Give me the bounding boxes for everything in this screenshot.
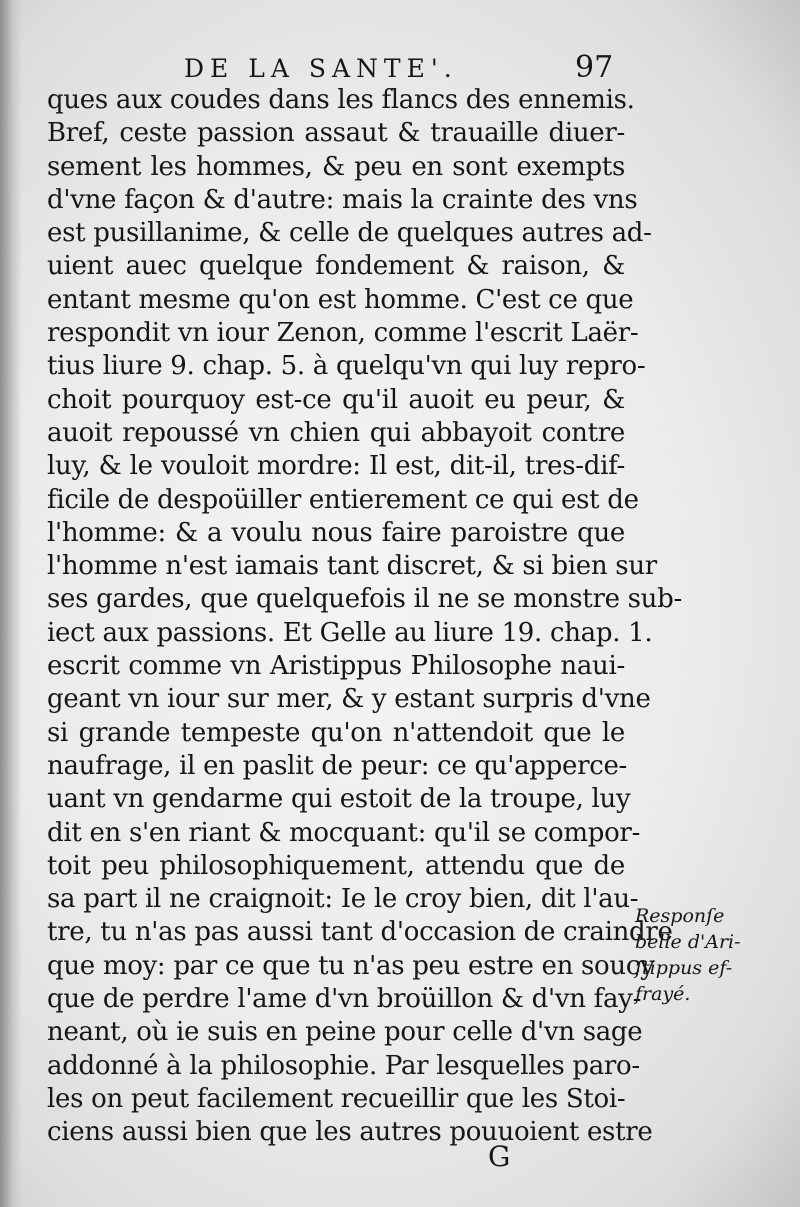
- text-line: sement les hommes, & peu en sont exempts: [47, 151, 625, 182]
- page-number: 97: [575, 50, 614, 85]
- text-line: l'homme: & a voulu nous faire paroistre que: [47, 517, 625, 548]
- text-line: respondit vn iour Zenon, comme l'escrit Laër-: [47, 318, 639, 349]
- text-line: l'homme n'est iamais tant discret, & si bien sur: [47, 551, 657, 582]
- text-line: neant, où ie suis en peine pour celle d'vn sage: [47, 1017, 643, 1048]
- text-line: Bref, ceste passion assaut & trauaille diuer-: [47, 118, 625, 149]
- marginal-note-line: Responſe: [635, 905, 725, 927]
- text-line: si grande tempeste qu'on n'attendoit que le: [47, 717, 625, 748]
- marginal-note-line: frayé.: [635, 983, 691, 1005]
- text-line: sa part il ne craignoit: Ie le croy bien, dit l'au-: [47, 884, 639, 915]
- signature-mark: G: [488, 1140, 511, 1173]
- text-line: tre, tu n'as pas aussi tant d'occasion de craindre: [47, 917, 673, 948]
- text-line: que moy: par ce que tu n'as peu estre en soucy: [47, 950, 655, 981]
- text-line: les on peut facilement recueillir que les Stoi-: [47, 1083, 626, 1114]
- text-line: choit pourquoy est-ce qu'il auoit eu peur, &: [47, 384, 625, 415]
- text-line: est pusillanime, & celle de quelques autres ad-: [47, 218, 652, 249]
- marginal-note: [635, 903, 795, 1007]
- text-line: ciens aussi bien que les autres pouuoient estre: [47, 1117, 653, 1148]
- running-head: DE LA SANTE'.: [184, 54, 458, 83]
- text-line: ques aux coudes dans les flancs des ennemis.: [47, 85, 635, 115]
- text-line: toit peu philosophiquement, attendu que de: [47, 850, 625, 881]
- marginal-note-line: ſtippus ef-: [635, 957, 733, 979]
- text-line: naufrage, il en paslit de peur: ce qu'apperce-: [47, 750, 628, 781]
- text-line: dit en s'en riant & mocquant: qu'il se compor-: [47, 817, 641, 848]
- text-line: que de perdre l'ame d'vn broüillon & d'vn fay-: [47, 984, 642, 1015]
- text-line: ses gardes, que quelquefois il ne se monstre sub-: [47, 584, 682, 615]
- text-line: iect aux passions. Et Gelle au liure 19. chap. 1.: [47, 617, 653, 648]
- text-line: addonné à la philosophie. Par lesquelles paro-: [47, 1050, 640, 1081]
- text-line: tius liure 9. chap. 5. à quelqu'vn qui luy repro-: [47, 351, 646, 382]
- text-line: geant vn iour sur mer, & y estant surpris d'vne: [47, 684, 651, 715]
- text-line: uant vn gendarme qui estoit de la troupe, luy: [47, 784, 631, 815]
- text-line: escrit comme vn Aristippus Philosophe naui-: [47, 651, 625, 682]
- text-line: entant mesme qu'on est homme. C'est ce que: [47, 284, 634, 315]
- text-line: auoit repoussé vn chien qui abbayoit contre: [47, 417, 625, 448]
- text-line: ficile de despoüiller entierement ce qui est de: [47, 484, 639, 515]
- text-line: d'vne façon & d'autre: mais la crainte des vns: [47, 184, 638, 215]
- text-line: luy, & le vouloit mordre: Il est, dit-il, tres-dif-: [47, 451, 625, 482]
- text-line: uient auec quelque fondement & raison, &: [47, 251, 625, 282]
- marginal-note-line: belle d'Ari-: [635, 931, 741, 953]
- page-gutter-shadow: [0, 0, 22, 1207]
